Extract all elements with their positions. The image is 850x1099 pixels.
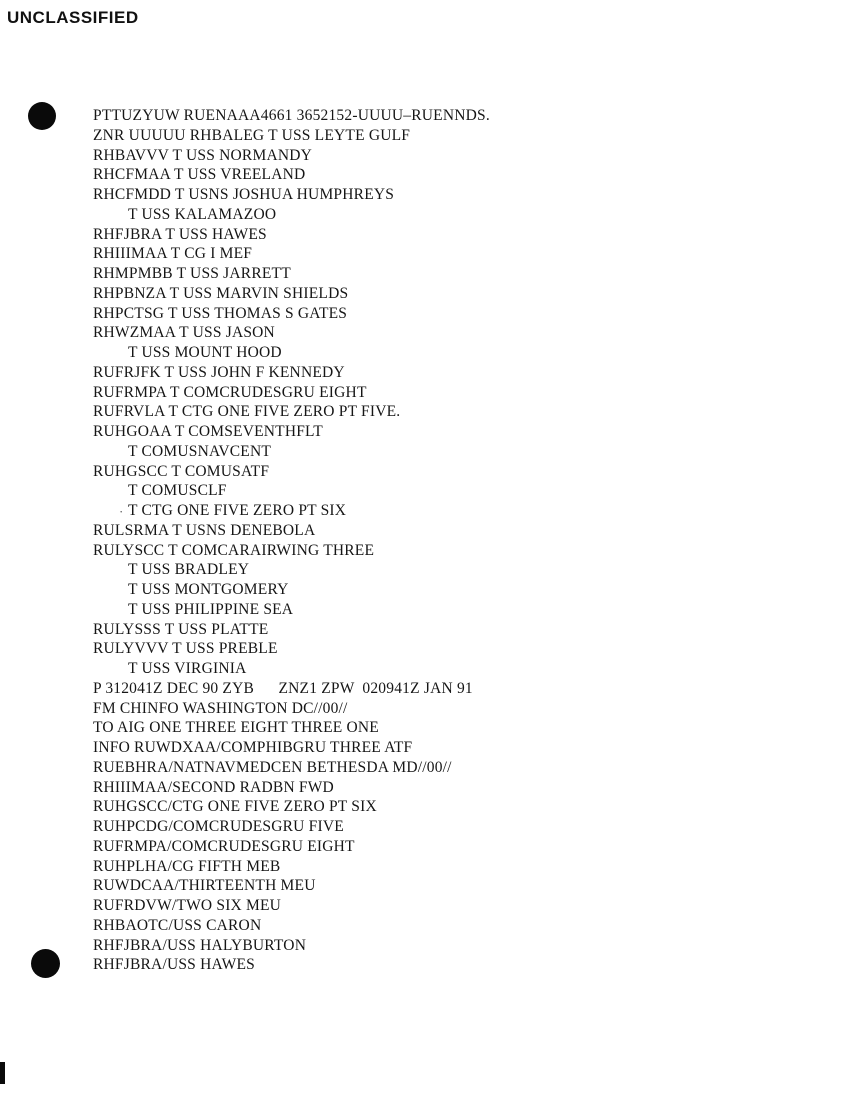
classification-label: UNCLASSIFIED xyxy=(7,8,139,27)
message-line: RUFRJFK T USS JOHN F KENNEDY xyxy=(93,363,345,381)
message-line: PTTUZYUW RUENAAA4661 3652152-UUUU–RUENNDS. xyxy=(93,107,490,124)
message-line: T COMUSCLF xyxy=(128,482,227,500)
message-line: T USS PHILIPPINE SEA xyxy=(128,600,294,618)
message-line: RHPBNZA T USS MARVIN SHIELDS xyxy=(93,284,349,302)
scan-artifact-mark xyxy=(0,1062,5,1084)
message-line: RUEBHRA/NATNAVMEDCEN BETHESDA MD//00// xyxy=(93,758,452,776)
message-line: RUHPCDG/COMCRUDESGRU FIVE xyxy=(93,818,344,835)
message-line: T USS MOUNT HOOD xyxy=(128,344,282,361)
message-line: RHIIIMAA/SECOND RADBN FWD xyxy=(93,778,334,796)
message-line: RUHPLHA/CG FIFTH MEB xyxy=(93,857,281,875)
message-line: RUHGSCC T COMUSATF xyxy=(93,462,270,480)
message-line: RHCFMAA T USS VREELAND xyxy=(93,166,306,184)
message-line: RULSRMA T USNS DENEBOLA xyxy=(93,521,316,539)
message-line: INFO RUWDXAA/COMPHIBGRU THREE ATF xyxy=(93,739,413,756)
message-line: RHFJBRA/USS HAWES xyxy=(93,956,255,974)
message-line: RHPCTSG T USS THOMAS S GATES xyxy=(93,304,348,322)
message-text-block xyxy=(93,106,490,975)
message-line: RHFJBRA/USS HALYBURTON xyxy=(93,936,307,954)
message-line: T USS VIRGINIA xyxy=(128,660,247,677)
message-line: · T CTG ONE FIVE ZERO PT SIX xyxy=(93,501,490,521)
message-line: T USS KALAMAZOO xyxy=(128,205,277,223)
message-line: RHBAOTC/USS CARON xyxy=(93,916,262,934)
message-line: RULYSSS T USS PLATTE xyxy=(93,620,269,638)
message-line: RUHGOAA T COMSEVENTHFLT xyxy=(93,423,323,440)
hole-punch-icon xyxy=(31,949,60,978)
message-line: RUWDCAA/THIRTEENTH MEU xyxy=(93,877,316,895)
message-line: RHWZMAA T USS JASON xyxy=(93,324,275,342)
message-line: RHIIIMAA T CG I MEF xyxy=(93,245,253,263)
message-line: T USS MONTGOMERY xyxy=(128,581,289,598)
message-line: P 312041Z DEC 90 ZYB ZNZ1 ZPW 020941Z JAN 91 xyxy=(93,679,473,697)
hole-punch-icon xyxy=(28,102,56,130)
message-line: RHFJBRA T USS HAWES xyxy=(93,225,267,243)
message-line: RUHGSCC/CTG ONE FIVE ZERO PT SIX xyxy=(93,798,377,816)
message-line: RUFRMPA T COMCRUDESGRU EIGHT xyxy=(93,383,367,401)
message-line: RHCFMDD T USNS JOSHUA HUMPHREYS xyxy=(93,186,395,203)
message-line: RUFRVLA T CTG ONE FIVE ZERO PT FIVE. xyxy=(93,403,401,421)
message-line: FM CHINFO WASHINGTON DC//00// xyxy=(93,699,348,717)
message-line: RHBAVVV T USS NORMANDY xyxy=(93,146,313,164)
message-line: RUFRMPA/COMCRUDESGRU EIGHT xyxy=(93,837,355,855)
message-line: RHMPMBB T USS JARRETT xyxy=(93,265,291,282)
message-line: ZNR UUUUU RHBALEG T USS LEYTE GULF xyxy=(93,126,411,144)
message-line: T COMUSNAVCENT xyxy=(128,442,272,460)
message-line: RULYVVV T USS PREBLE xyxy=(93,640,278,658)
message-line: T USS BRADLEY xyxy=(128,561,250,579)
message-line: RUFRDVW/TWO SIX MEU xyxy=(93,897,282,914)
message-line: RULYSCC T COMCARAIRWING THREE xyxy=(93,541,375,559)
message-line: TO AIG ONE THREE EIGHT THREE ONE xyxy=(93,719,379,737)
